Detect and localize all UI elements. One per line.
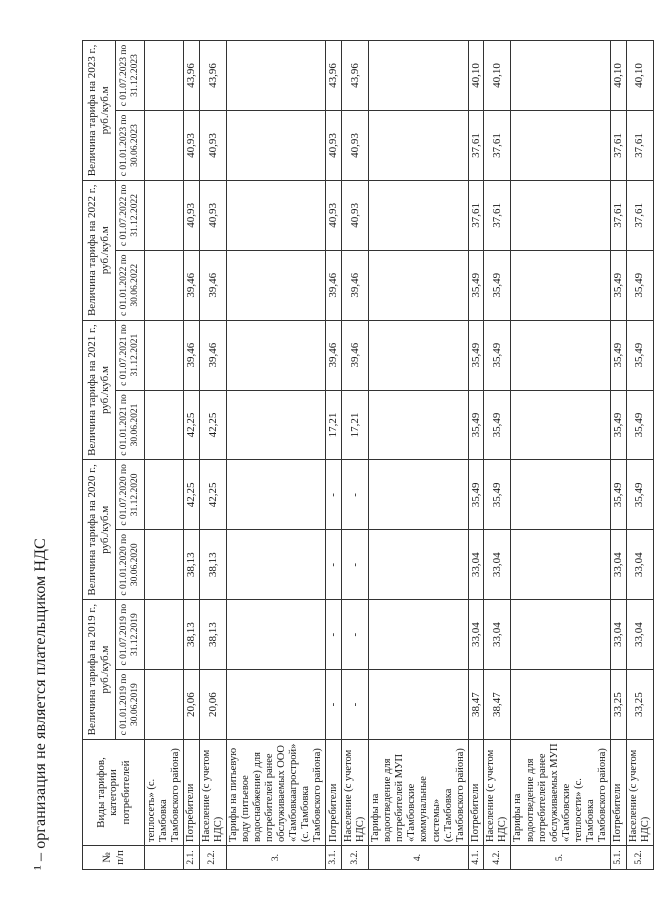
tariff-value-cell <box>226 180 326 250</box>
tariff-value-cell <box>511 460 611 530</box>
tariff-value-cell <box>145 110 184 180</box>
tariff-value-cell: 40,93 <box>184 110 200 180</box>
tariff-value-cell: 40,10 <box>468 41 484 111</box>
tariff-value-cell: 39,46 <box>184 320 200 390</box>
tariff-value-cell: 17,21 <box>342 390 369 460</box>
header-year-2023: Величина тарифа на 2023 г., руб./куб.м <box>83 41 116 181</box>
tariff-value-cell <box>145 600 184 670</box>
tariff-value-cell <box>369 670 469 740</box>
tariff-value-cell: 35,49 <box>484 390 511 460</box>
tariff-value-cell <box>369 250 469 320</box>
row-tariff-name: Население (с учетом НДС) <box>199 740 226 846</box>
tariff-value-cell <box>511 41 611 111</box>
row-tariff-name: Тарифы на водоотведение для потребителей МУП «Тамбовские коммунальные системы» (с.Тамбовка Тамбовского района) <box>369 740 469 846</box>
tariff-value-cell <box>145 250 184 320</box>
tariff-value-cell: 17,21 <box>326 390 342 460</box>
tariff-value-cell: 38,13 <box>184 530 200 600</box>
footnote: ¹ – организация не является плательщиком НДС <box>32 538 49 870</box>
tariff-value-cell: 38,13 <box>199 530 226 600</box>
tariff-value-cell: 40,10 <box>626 41 653 111</box>
table-body <box>145 41 654 870</box>
row-number: 4.1. <box>468 846 484 870</box>
header-year-2022: Величина тарифа на 2022 г., руб./куб.м <box>83 180 116 320</box>
tariff-value-cell: - <box>342 530 369 600</box>
tariff-value-cell: 35,49 <box>610 250 626 320</box>
header-period: с 01.07.2021 по 31.12.2021 <box>116 320 145 390</box>
tariff-value-cell: 40,93 <box>326 180 342 250</box>
header-period: с 01.01.2022 по 30.06.2022 <box>116 250 145 320</box>
tariff-value-cell: 39,46 <box>184 250 200 320</box>
tariff-value-cell: 40,93 <box>342 110 369 180</box>
row-tariff-name: Тарифы на питьевую воду (питьевое водоснабжение) для потребителей ранее обслуживаемых ООО «Тамбовкаагрострой» (с. Тамбовка Тамбовского района) <box>226 740 326 846</box>
row-number: 4. <box>369 846 469 870</box>
tariff-value-cell: 33,04 <box>484 530 511 600</box>
tariff-value-cell <box>511 250 611 320</box>
tariff-value-cell: 39,46 <box>326 250 342 320</box>
table-row <box>610 41 626 870</box>
tariff-value-cell: 20,06 <box>199 670 226 740</box>
tariff-value-cell: 20,06 <box>184 670 200 740</box>
tariff-value-cell: - <box>326 460 342 530</box>
row-tariff-name: Население (с учетом НДС) <box>484 740 511 846</box>
tariff-value-cell: 38,13 <box>184 600 200 670</box>
tariff-value-cell: 35,49 <box>468 390 484 460</box>
tariff-value-cell <box>511 180 611 250</box>
tariff-value-cell: 40,10 <box>610 41 626 111</box>
tariff-value-cell <box>369 320 469 390</box>
tariff-value-cell <box>145 320 184 390</box>
row-tariff-name: теплосеть» (с. Тамбовка Тамбовского района) <box>145 740 184 846</box>
tariff-value-cell: 38,47 <box>468 670 484 740</box>
tariff-value-cell: 35,49 <box>484 460 511 530</box>
tariff-value-cell: 43,96 <box>326 41 342 111</box>
tariff-value-cell: 39,46 <box>342 250 369 320</box>
tariff-value-cell: 37,61 <box>610 180 626 250</box>
tariff-value-cell <box>511 320 611 390</box>
tariff-value-cell: 40,93 <box>326 110 342 180</box>
tariff-value-cell <box>511 670 611 740</box>
row-tariff-name: Потребители <box>326 740 342 846</box>
tariff-value-cell: 35,49 <box>626 390 653 460</box>
tariff-value-cell: 35,49 <box>468 320 484 390</box>
tariff-value-cell: 35,49 <box>484 250 511 320</box>
tariff-value-cell: 43,96 <box>342 41 369 111</box>
tariff-value-cell: 35,49 <box>468 460 484 530</box>
tariff-value-cell <box>226 320 326 390</box>
tariff-value-cell: 35,49 <box>610 390 626 460</box>
row-number: 3.2. <box>342 846 369 870</box>
tariff-value-cell <box>226 110 326 180</box>
row-number: 5.1. <box>610 846 626 870</box>
tariff-value-cell <box>369 110 469 180</box>
tariff-value-cell <box>145 41 184 111</box>
tariff-value-cell: 33,25 <box>626 670 653 740</box>
tariff-value-cell <box>226 41 326 111</box>
table-row <box>199 41 226 870</box>
tariff-value-cell: 40,93 <box>199 180 226 250</box>
header-period: с 01.01.2023 по 30.06.2023 <box>116 110 145 180</box>
header-year-2021: Величина тарифа на 2021 г., руб./куб.м <box>83 320 116 460</box>
tariff-value-cell: - <box>326 530 342 600</box>
tariff-value-cell: 33,04 <box>468 600 484 670</box>
tariff-value-cell: 42,25 <box>199 460 226 530</box>
tariff-value-cell: 35,49 <box>610 460 626 530</box>
table-row <box>145 41 184 870</box>
tariff-value-cell: 39,46 <box>199 250 226 320</box>
tariff-value-cell: 37,61 <box>484 110 511 180</box>
tariff-value-cell <box>145 530 184 600</box>
tariff-value-cell <box>369 180 469 250</box>
tariff-value-cell: 39,46 <box>326 320 342 390</box>
tariff-value-cell: - <box>342 600 369 670</box>
tariff-value-cell: - <box>342 460 369 530</box>
row-number: 3. <box>226 846 326 870</box>
tariff-value-cell: - <box>326 600 342 670</box>
table-row <box>369 41 469 870</box>
tariff-value-cell: 40,10 <box>484 41 511 111</box>
row-tariff-name: Потребители <box>468 740 484 846</box>
tariff-value-cell: 35,49 <box>626 250 653 320</box>
row-tariff-name: Население (с учетом НДС) <box>342 740 369 846</box>
tariff-value-cell: 35,49 <box>484 320 511 390</box>
row-number: 3.1. <box>326 846 342 870</box>
header-year-2019: Величина тарифа на 2019 г., руб./куб.м <box>83 600 116 740</box>
row-tariff-name: Тарифы на водоотведение для потребителей ранее обслуживаемых МУП «Тамбовские теплосети» (с. Тамбовка Тамбовского района) <box>511 740 611 846</box>
row-number: 5. <box>511 846 611 870</box>
tariff-value-cell: 37,61 <box>610 110 626 180</box>
tariff-value-cell: 35,49 <box>468 250 484 320</box>
tariff-value-cell: 42,25 <box>199 390 226 460</box>
tariff-value-cell: 37,61 <box>484 180 511 250</box>
tariff-value-cell: 39,46 <box>199 320 226 390</box>
header-number: № п/п <box>83 846 145 870</box>
tariff-value-cell: 37,61 <box>626 110 653 180</box>
table-row <box>226 41 326 870</box>
table-row <box>511 41 611 870</box>
header-tariff-type: Виды тарифов, категории потребителей <box>83 740 145 846</box>
tariff-value-cell <box>226 250 326 320</box>
tariff-value-cell <box>226 600 326 670</box>
tariff-value-cell <box>145 670 184 740</box>
tariff-value-cell: 38,13 <box>199 600 226 670</box>
header-period: с 01.07.2022 по 31.12.2022 <box>116 180 145 250</box>
row-number: 4.2. <box>484 846 511 870</box>
tariff-value-cell: 37,61 <box>468 110 484 180</box>
tariff-value-cell: 35,49 <box>626 460 653 530</box>
tariff-value-cell: 40,93 <box>342 180 369 250</box>
table-row <box>342 41 369 870</box>
row-tariff-name: Население (с учетом НДС) <box>626 740 653 846</box>
tariff-value-cell <box>369 460 469 530</box>
table-row <box>484 41 511 870</box>
header-period: с 01.01.2021 по 30.06.2021 <box>116 390 145 460</box>
tariff-value-cell <box>369 390 469 460</box>
table-row <box>184 41 200 870</box>
tariff-value-cell: 37,61 <box>468 180 484 250</box>
row-number: 5.2. <box>626 846 653 870</box>
row-number: 2.1. <box>184 846 200 870</box>
row-tariff-name: Потребители <box>184 740 200 846</box>
header-period: с 01.01.2020 по 30.06.2020 <box>116 530 145 600</box>
tariff-value-cell <box>145 460 184 530</box>
tariff-value-cell <box>145 180 184 250</box>
tariff-value-cell <box>511 600 611 670</box>
tariff-value-cell: - <box>342 670 369 740</box>
tariff-value-cell <box>511 530 611 600</box>
tariff-value-cell: 35,49 <box>610 320 626 390</box>
header-period: с 01.07.2020 по 31.12.2020 <box>116 460 145 530</box>
table-row <box>326 41 342 870</box>
table-row <box>468 41 484 870</box>
tariff-value-cell: - <box>326 670 342 740</box>
tariff-value-cell: 35,49 <box>626 320 653 390</box>
tariff-value-cell: 33,04 <box>626 600 653 670</box>
table-row <box>626 41 653 870</box>
header-period: с 01.07.2023 по 31.12.2023 <box>116 41 145 111</box>
tariff-value-cell: 42,25 <box>184 390 200 460</box>
tariff-value-cell <box>511 110 611 180</box>
tariff-value-cell <box>369 530 469 600</box>
tariff-value-cell <box>369 41 469 111</box>
tariff-value-cell: 43,96 <box>199 41 226 111</box>
tariff-value-cell: 40,93 <box>199 110 226 180</box>
tariff-value-cell: 33,04 <box>610 530 626 600</box>
tariff-value-cell: 33,04 <box>610 600 626 670</box>
header-period: с 01.01.2019 по 30.06.2019 <box>116 670 145 740</box>
tariff-value-cell <box>226 530 326 600</box>
tariff-value-cell: 42,25 <box>184 460 200 530</box>
header-year-2020: Величина тарифа на 2020 г., руб./куб.м <box>83 460 116 600</box>
tariff-value-cell <box>226 460 326 530</box>
row-tariff-name: Потребители <box>610 740 626 846</box>
row-number <box>145 846 184 870</box>
tariff-value-cell <box>226 390 326 460</box>
header-period: с 01.07.2019 по 31.12.2019 <box>116 600 145 670</box>
tariff-value-cell: 33,04 <box>468 530 484 600</box>
tariff-value-cell <box>226 670 326 740</box>
tariff-value-cell: 40,93 <box>184 180 200 250</box>
tariff-value-cell <box>145 390 184 460</box>
tariff-value-cell: 43,96 <box>184 41 200 111</box>
tariff-value-cell: 33,04 <box>484 600 511 670</box>
tariff-value-cell <box>511 390 611 460</box>
row-number: 2.2. <box>199 846 226 870</box>
rotated-page-content <box>20 30 651 880</box>
tariff-value-cell: 39,46 <box>342 320 369 390</box>
tariff-value-cell: 38,47 <box>484 670 511 740</box>
tariff-value-cell: 33,04 <box>626 530 653 600</box>
table-header-row <box>83 41 116 870</box>
tariff-value-cell: 37,61 <box>626 180 653 250</box>
tariff-table <box>82 40 654 870</box>
tariff-value-cell: 33,25 <box>610 670 626 740</box>
tariff-value-cell <box>369 600 469 670</box>
